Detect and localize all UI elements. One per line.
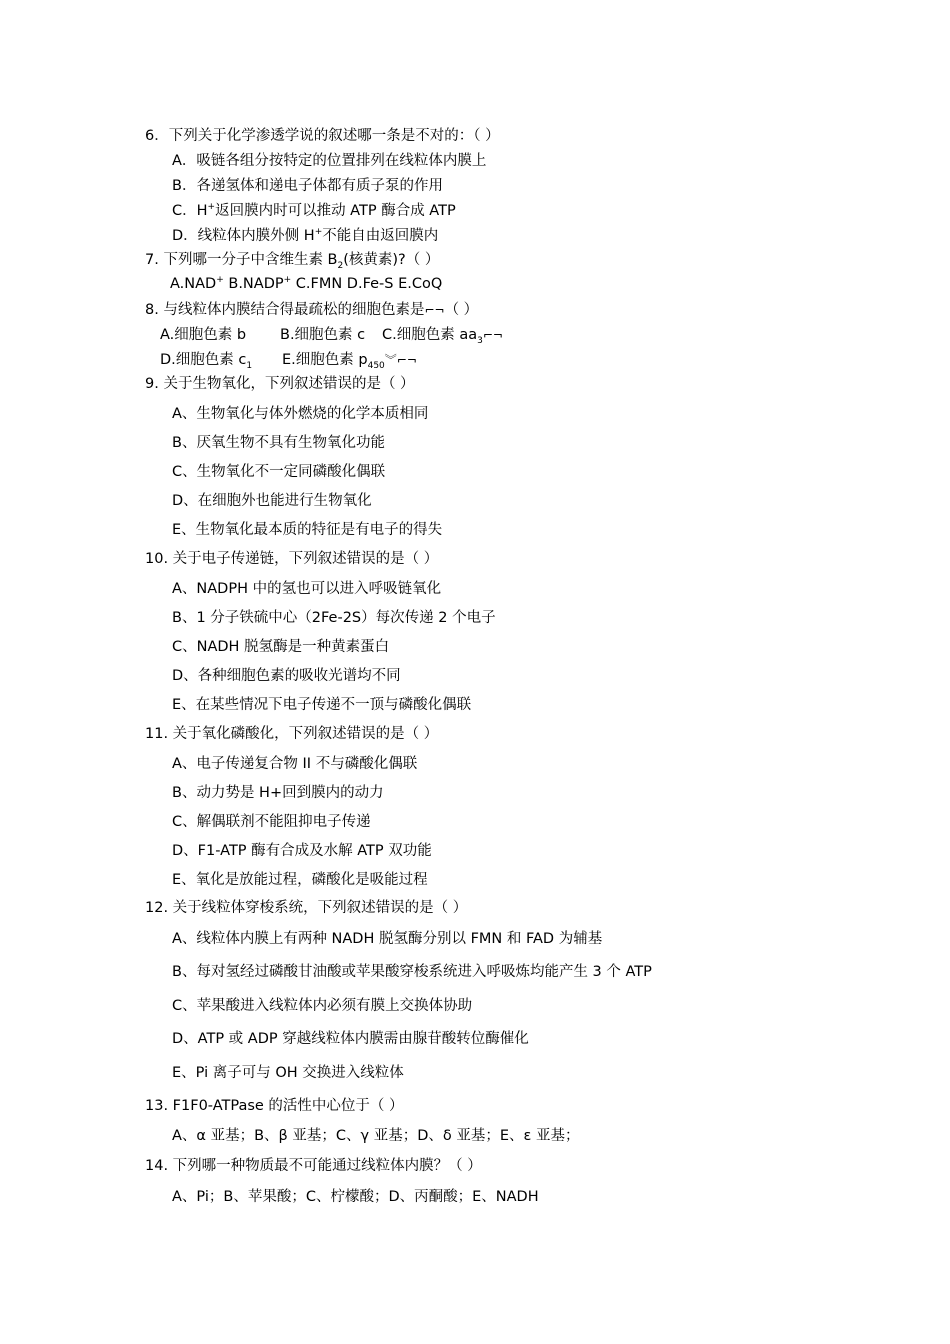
q8-option-d: D.细胞色素 $c_1$ (160, 352, 253, 371)
q9-option-d: D、在细胞外也能进行生物氧化 (172, 493, 372, 509)
q7-stem: 7. 下列哪一分子中含维生素 $B_2$(核黄素)?（ ） (145, 252, 440, 271)
q9-stem: 9. 关于生物氧化，下列叙述错误的是（ ） (145, 376, 415, 392)
q14-options: A、Pi；B、苹果酸；C、柠檬酸；D、丙酮酸；E、NADH (172, 1189, 539, 1205)
q8-option-e: E.细胞色素 $p_{450}︾⌐\neg$ (282, 352, 417, 371)
q11-option-b: B、动力势是 H+回到膜内的动力 (172, 785, 384, 801)
q11-option-c: C、解偶联剂不能阻抑电子传递 (172, 814, 371, 830)
q13-stem: 13. F1F0-ATPase 的活性中心位于（ ） (145, 1098, 404, 1114)
q9-option-b: B、厌氧生物不具有生物氧化功能 (172, 435, 385, 451)
q6-option-b: B．各递氢体和递电子体都有质子泵的作用 (172, 178, 443, 194)
q13-options: A、α 亚基；B、β 亚基；C、γ 亚基；D、δ 亚基；E、ε 亚基； (172, 1128, 580, 1144)
q6-stem: 6．下列关于化学渗透学说的叙述哪一条是不对的：（ ） (145, 128, 500, 144)
q10-option-b: B、1 分子铁硫中心（2Fe-2S）每次传递 2 个电子 (172, 610, 496, 626)
bookmark-mark-icon: ⌐¬ (396, 353, 417, 367)
q8-option-b: B.细胞色素 c (280, 327, 366, 343)
q12-option-d: D、ATP 或 ADP 穿越线粒体内膜需由腺苷酸转位酶催化 (172, 1031, 529, 1047)
q10-option-a: A、NADPH 中的氢也可以进入呼吸链氧化 (172, 581, 442, 597)
q12-option-b: B、每对氢经过磷酸甘油酸或苹果酸穿梭系统进入呼吸炼均能产生 3 个 ATP (172, 964, 652, 980)
anchor-mark-icon: ︾ (384, 353, 397, 367)
q6-option-c: C．H+返回膜内时可以推动 ATP 酶合成 ATP (172, 202, 456, 219)
q12-stem: 12. 关于线粒体穿梭系统，下列叙述错误的是（ ） (145, 900, 468, 916)
q6-option-a: A．吸链各组分按特定的位置排列在线粒体内膜上 (172, 153, 487, 169)
q11-stem: 11. 关于氧化磷酸化，下列叙述错误的是（ ） (145, 726, 439, 742)
q10-option-e: E、在某些情况下电子传递不一顶与磷酸化偶联 (172, 697, 472, 713)
q11-option-d: D、F1-ATP 酶有合成及水解 ATP 双功能 (172, 843, 432, 859)
q9-option-a: A、生物氧化与体外燃烧的化学本质相同 (172, 406, 429, 422)
q10-option-c: C、NADH 脱氢酶是一种黄素蛋白 (172, 639, 390, 655)
q8-option-c: C.细胞色素 $aa_3⌐\neg$ (382, 327, 503, 346)
bookmark-mark-icon: ⌐¬ (424, 303, 445, 317)
q10-option-d: D、各种细胞色素的吸收光谱均不同 (172, 668, 401, 684)
q9-option-c: C、生物氧化不一定同磷酸化偶联 (172, 464, 386, 480)
q12-option-e: E、Pi 离子可与 OH 交换进入线粒体 (172, 1065, 404, 1081)
q12-option-a: A、线粒体内膜上有两种 NADH 脱氢酶分别以 FMN 和 FAD 为辅基 (172, 931, 603, 947)
q11-option-a: A、电子传递复合物 II 不与磷酸化偶联 (172, 756, 418, 772)
q8-stem: 8. 与线粒体内膜结合得最疏松的细胞色素是⌐¬（ ） (145, 302, 479, 318)
q14-stem: 14. 下列哪一种物质最不可能通过线粒体内膜？（ ） (145, 1158, 482, 1174)
q9-option-e: E、生物氧化最本质的特征是有电子的得失 (172, 522, 443, 538)
q6-option-d: D．线粒体内膜外侧 H+不能自由返回膜内 (172, 227, 439, 244)
q10-stem: 10. 关于电子传递链，下列叙述错误的是（ ） (145, 551, 439, 567)
q11-option-e: E、氧化是放能过程，磷酸化是吸能过程 (172, 872, 428, 888)
q12-option-c: C、苹果酸进入线粒体内必须有膜上交换体协助 (172, 998, 473, 1014)
q8-option-a: A.细胞色素 b (160, 327, 247, 343)
bookmark-mark-icon: ⌐¬ (482, 328, 503, 342)
q7-options: A.NAD+ B.NADP+ C.FMN D.Fe-S E.CoQ (170, 275, 443, 292)
